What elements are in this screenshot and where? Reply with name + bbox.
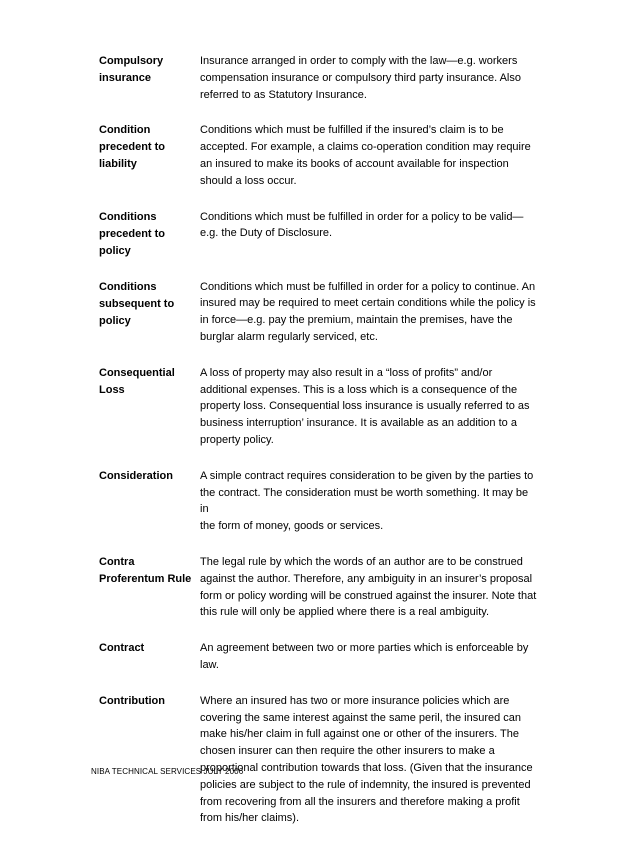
glossary-term: Contract: [99, 642, 145, 655]
glossary-entry-contribution: [99, 693, 539, 827]
glossary-entry-consideration: [99, 468, 539, 535]
glossary-term: Conditions subsequent to policy: [99, 280, 175, 327]
glossary-definition: Conditions which must be fulfilled if the insured’s claim is to be accepted. For example, a claims co-operation condition may require an insured to make its books of account available for inspection should a loss occur.: [200, 124, 531, 187]
glossary-term: Compulsory insurance: [99, 55, 164, 84]
glossary-definition: Insurance arranged in order to comply with the law—e.g. workers compensation insurance or compulsory third party insurance. Also referred to as Statutory Insurance.: [200, 55, 521, 101]
glossary-term: Conditions precedent to policy: [99, 210, 166, 257]
glossary-entry-compulsory-insurance: [99, 53, 539, 103]
glossary-entry-conditions-precedent-to-policy: [99, 209, 539, 260]
glossary-definition: Where an insured has two or more insurance policies which are covering the same interest against the same peril, the insured can make his/her claim in full against one or other of the insurers. The chosen insurer can then require the other insurers to make a proportional contribution towards that loss. (Given that the insurance policies are subject to the rule of indemnity, the insured is prevented from recovering from all the insurers and therefore making a profit from his/her claims).: [200, 694, 533, 825]
glossary-definition: A loss of property may also result in a “loss of profits” and/or additional expenses. This is a loss which is a consequence of the property loss. Consequential loss insurance is usually referred to as business interruption’ insurance. It is available as an addition to a property policy.: [200, 366, 530, 446]
page-footer: NIBA TECHNICAL SERVICES JULY 2006: [91, 767, 244, 776]
glossary-definition: Conditions which must be fulfilled in order for a policy to be valid— e.g. the Duty of Disclosure.: [200, 210, 524, 240]
glossary-term: Consideration: [99, 469, 173, 482]
glossary-entry-contract: [99, 640, 539, 674]
glossary-definition: Conditions which must be fulfilled in order for a policy to continue. An insured may be required to meet certain conditions while the policy is in force—e.g. pay the premium, maintain the premises, have the burglar alarm regularly serviced, etc.: [200, 280, 536, 343]
glossary-term: Contribution: [99, 694, 165, 707]
glossary-entry-conditions-subsequent-to-policy: [99, 279, 539, 346]
glossary-entry-condition-precedent-to-liability: [99, 122, 539, 189]
glossary-term: Contra Proferentum Rule: [99, 555, 192, 585]
glossary-definition: The legal rule by which the words of an author are to be construed against the author. Therefore, any ambiguity in an insurer’s proposal form or policy wording will be construed against the insurer. Note that this rule will only be applied where there is a real ambiguity.: [200, 555, 537, 619]
glossary-term: Consequential Loss: [99, 366, 175, 396]
glossary-entry-contra-proferentum-rule: [99, 554, 539, 621]
glossary-definition: An agreement between two or more parties which is enforceable by law.: [200, 642, 529, 671]
glossary-term: Condition precedent to liability: [99, 124, 166, 171]
glossary-list: [99, 53, 539, 846]
glossary-entry-consequential-loss: [99, 365, 539, 449]
glossary-definition: A simple contract requires consideration to be given by the parties to the contract. The consideration must be worth something. It may be in the form of money, goods or services.: [200, 469, 534, 533]
